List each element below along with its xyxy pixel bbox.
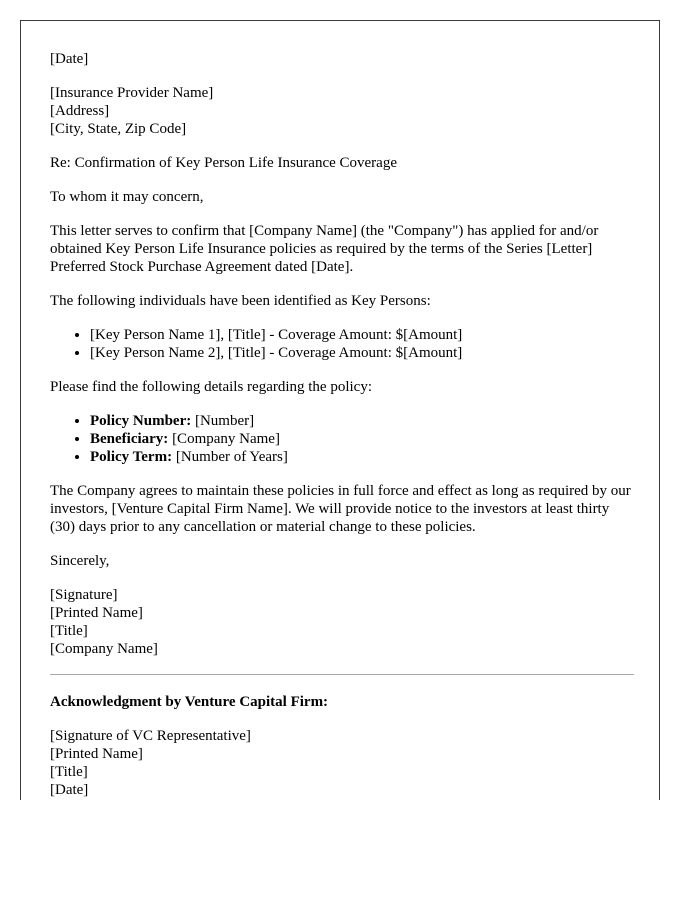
signature-line: [Signature]: [50, 587, 118, 603]
company-name-line: [Company Name]: [50, 641, 158, 657]
letter-salutation: To whom it may concern,: [50, 189, 204, 205]
policy-number-value: [Number]: [191, 413, 255, 429]
policy-detail-item: [90, 430, 634, 448]
vc-printed-name-line: [Printed Name]: [50, 746, 143, 762]
signature-block: [50, 586, 634, 658]
vc-date-line: [Date]: [50, 782, 89, 798]
key-persons-list: [50, 326, 634, 362]
recipient-city-state-zip: [City, State, Zip Code]: [50, 121, 187, 137]
letter-date: [Date]: [50, 51, 89, 67]
key-person-item: • [Key Person Name 2], [Title] - Coverage Amount: $[Amount]: [90, 344, 634, 362]
vc-signature-line: [Signature of VC Representative]: [50, 728, 251, 744]
policy-intro: Please find the following details regarding the policy:: [50, 379, 373, 395]
policy-detail-item: [90, 448, 634, 466]
section-divider: [50, 674, 634, 675]
letter-subject: Re: Confirmation of Key Person Life Insurance Coverage: [50, 155, 397, 171]
policy-detail-item: [90, 412, 634, 430]
agreement-paragraph: The Company agrees to maintain these policies in full force and effect as long as required by our investors, [Venture Capital Firm Name]. We will provide notice to the investors at least thirty (30) days prior to any cancellation or material change to these policies.: [50, 483, 631, 535]
vc-title-line: [Title]: [50, 764, 88, 780]
key-persons-intro: The following individuals have been identified as Key Persons:: [50, 293, 431, 309]
policy-term-value: [Number of Years]: [172, 449, 288, 465]
recipient-address: [Address]: [50, 103, 110, 119]
letter-content: [50, 50, 634, 815]
beneficiary-value: [Company Name]: [168, 431, 280, 447]
recipient-name: [Insurance Provider Name]: [50, 85, 214, 101]
letter-closing: Sincerely,: [50, 553, 110, 569]
printed-name-line: [Printed Name]: [50, 605, 143, 621]
title-line: [Title]: [50, 623, 88, 639]
acknowledgment-signature-block: [50, 727, 634, 799]
policy-term-label: Policy Term:: [90, 449, 173, 465]
key-person-item: • [Key Person Name 1], [Title] - Coverage Amount: $[Amount]: [90, 326, 634, 344]
letter-page: [20, 20, 660, 800]
policy-details-list: [50, 412, 634, 466]
acknowledgment-heading: Acknowledgment by Venture Capital Firm:: [50, 694, 329, 710]
recipient-address-block: [50, 84, 634, 138]
letter-intro-paragraph: This letter serves to confirm that [Company Name] (the "Company") has applied for and/or obtained Key Person Life Insurance policies as required by the terms of the Series [Letter] Preferred Stock Purchase Agreement dated [Date].: [50, 223, 599, 275]
policy-number-label: Policy Number:: [90, 413, 192, 429]
beneficiary-label: Beneficiary:: [90, 431, 169, 447]
